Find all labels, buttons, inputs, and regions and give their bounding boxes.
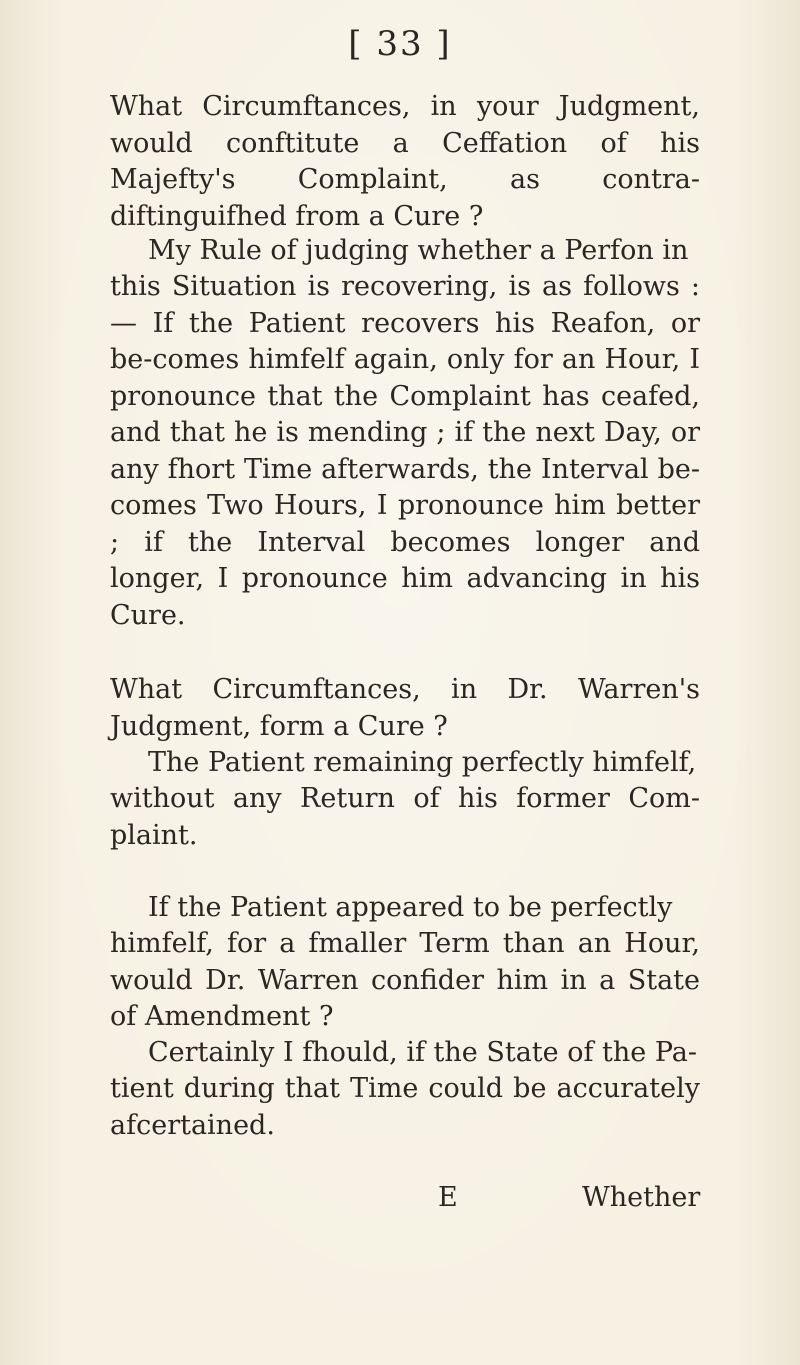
question-amendment-body: himfelf, for a fmaller Term than an Hour, would Dr. Warren confider him in a State of Amendment ? bbox=[110, 928, 700, 1032]
answer-amendment-body: tient during that Time could be accurately afcertained. bbox=[110, 1073, 700, 1141]
answer-rule-body: this Situation is recovering, is as follows :— If the Patient recovers his Reafon, or be-comes himfelf again, only for an Hour, I pronounce that the Complaint has ceafed, and that he is mending ; if the next Day, or any fhort Time afterwards, the Interval be-comes Two Hours, I pronounce him better ; if the Interval becomes longer and longer, I pronounce him advancing in his Cure. bbox=[110, 271, 700, 631]
question-amendment-first-line: If the Patient appeared to be perfectly bbox=[148, 892, 673, 923]
question-cessation: What Circumftances, in your Judgment, would conftitute a Ceffation of his Majefty's Complaint, as contra-diftinguifhed from a Cure ? bbox=[110, 91, 700, 232]
answer-amendment-first-line: Certainly I fhould, if the State of the Pa- bbox=[148, 1037, 698, 1068]
page-number: [ 33 ] bbox=[348, 24, 452, 64]
answer-rule-first-line: My Rule of judging whether a Perfon in bbox=[148, 235, 689, 266]
answer-cure-first-line: The Patient remaining perfectly himfelf, bbox=[148, 747, 697, 778]
page-footer bbox=[0, 1182, 800, 1222]
question-cure: What Circumftances, in Dr. Warren's Judgment, form a Cure ? bbox=[110, 674, 700, 742]
catchword: Whether bbox=[582, 1182, 701, 1213]
answer-cure-body: without any Return of his former Com-plaint. bbox=[110, 783, 700, 851]
signature-mark: E bbox=[438, 1182, 458, 1213]
